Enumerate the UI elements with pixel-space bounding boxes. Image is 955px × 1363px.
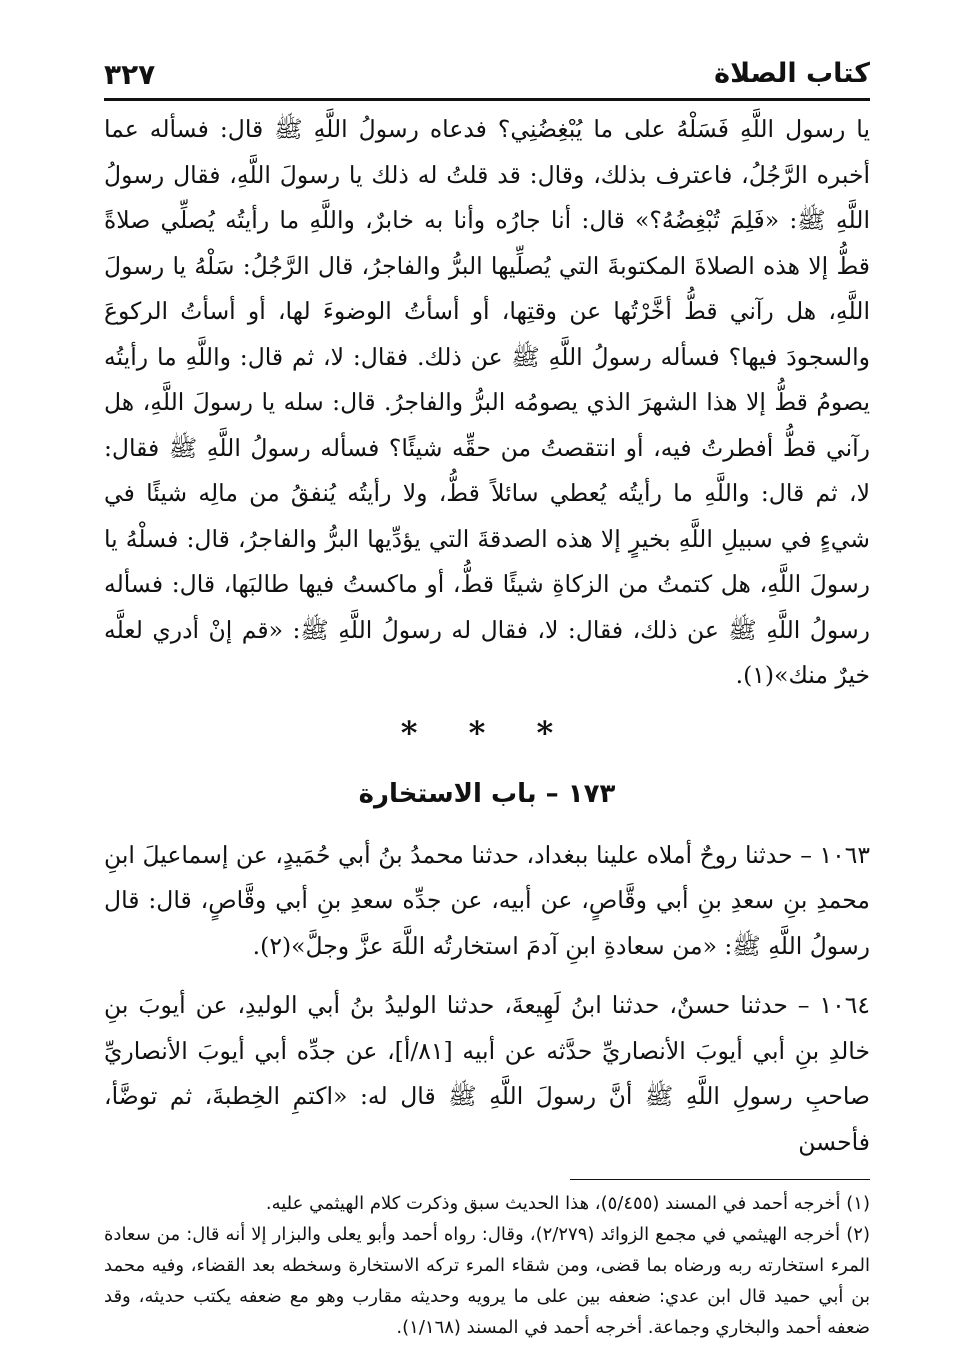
chapter-heading: ١٧٣ – باب الاستخارة (358, 778, 616, 809)
section-separator: * * * (400, 713, 574, 752)
header-rule (104, 98, 870, 101)
hadith-1063: ١٠٦٣ – حدثنا روحٌ أملاه علينا ببغداد، حدثنا محمدُ بنُ أبي حُمَيدٍ، عن إسماعيلَ ابنِ محمدِ بنِ سعدِ بنِ أبي وقَّاصٍ، عن أبيه، عن جدِّه سعدِ بنِ أبي وقَّاصٍ، قال: قال رسولُ اللَّهِ ﷺ: «من سعادةِ ابنِ آدمَ استخارتُه اللَّهَ عزَّ وجلَّ»(٢). (104, 840, 870, 960)
page-header (104, 52, 870, 96)
footnote-1: (١) أخرجه أحمد في المسند (٥/٤٥٥)، هذا الحديث سبق وذكرت كلام الهيثمي عليه. (265, 1193, 870, 1214)
book-page (104, 52, 870, 1352)
continuation-paragraph: يا رسول اللَّهِ فَسَلْهُ على ما يُبْغِضُنِي؟ فدعاه رسولُ اللَّهِ ﷺ قال: فسأله عما أخبره الرَّجُلُ، فاعترف بذلك، وقال: قد قلتُ له ذلك يا رسولَ اللَّهِ، فقال رسولُ اللَّهِ ﷺ: «فَلِمَ تُبْغِضُهُ؟» قال: أنا جارُه وأنا به خابرٌ، واللَّهِ ما رأيتُه يُصلِّي صلاةً قطُّ إلا هذه الصلاةَ المكتوبةَ التي يُصلِّيها البرُّ والفاجرُ، قال الرَّجُلُ: سَلْهُ يا رسولَ اللَّهِ، هل رآني قطُّ أخَّرْتُها عن وقتِها، أو أسأتُ الوضوءَ لها، أو أسأتُ الركوعَ والسجودَ فيها؟ فسأله رسولُ اللَّهِ ﷺ عن ذلك. فقال: لا، ثم قال: واللَّهِ ما رأيتُه يصومُ قطُّ إلا هذا الشهرَ الذي يصومُه البرُّ والفاجرُ. قال: سله يا رسولَ اللَّهِ، هل رآني قطُّ أفطرتُ فيه، أو انتقصتُ من حقِّه شيئًا؟ فسأله رسولُ اللَّهِ ﷺ فقال: لا، ثم قال: واللَّهِ ما رأيتُه يُعطي سائلاً قطُّ، ولا رأيتُه يُنفقُ من مالِه شيئًا في شيءٍ في سبيلِ اللَّهِ بخيرٍ إلا هذه الصدقةَ التي يؤدِّيها البرُّ والفاجرُ، قال: فسلْهُ يا رسولَ اللَّهِ، هل كتمتُ من الزكاةِ شيئًا قطُّ، أو ماكستُ فيها طالبَها، قال: فسأله رسولُ اللَّهِ ﷺ عن ذلك، فقال: لا، فقال له رسولُ اللَّهِ ﷺ: «قم إنْ أدري لعلَّه خيرٌ منك»(١). (104, 115, 870, 689)
running-title: كتاب الصلاة (714, 58, 870, 89)
hadith-1064: ١٠٦٤ – حدثنا حسنٌ، حدثنا ابنُ لَهِيعةَ، حدثنا الوليدُ بنُ أبي الوليدِ، عن أيوبَ بنِ خالدِ بنِ أبي أيوبَ الأنصاريِّ حدَّثه عن أبيه [٨١/أ]، عن جدِّه أبي أيوبَ الأنصاريِّ صاحبِ رسولِ اللَّهِ ﷺ أنَّ رسولَ اللَّهِ ﷺ قال له: «اكتمِ الخِطبةَ، ثم توضَّأ، فأحسن (104, 991, 870, 1156)
footnote-2: (٢) أخرجه الهيثمي في مجمع الزوائد (٢/٢٧٩)، وقال: رواه أحمد وأبو يعلى والبزار إلا أنه قال: من سعادة المرء استخارته ربه ورضاه بما قضى، ومن شقاء المرء تركه الاستخارة وسخطه بعد القضاء، وفيه محمد بن أبي حميد قال ابن عدي: ضعفه بين على ما يرويه وحديثه مقارب وهو مع ضعفه يكتب حديثه، وقد ضعفه أحمد والبخاري وجماعة. أخرجه أحمد في المسند (١/١٦٨). (104, 1224, 870, 1338)
page-number: ٣٢٧ (104, 58, 156, 91)
footnote-rule (570, 1179, 870, 1180)
